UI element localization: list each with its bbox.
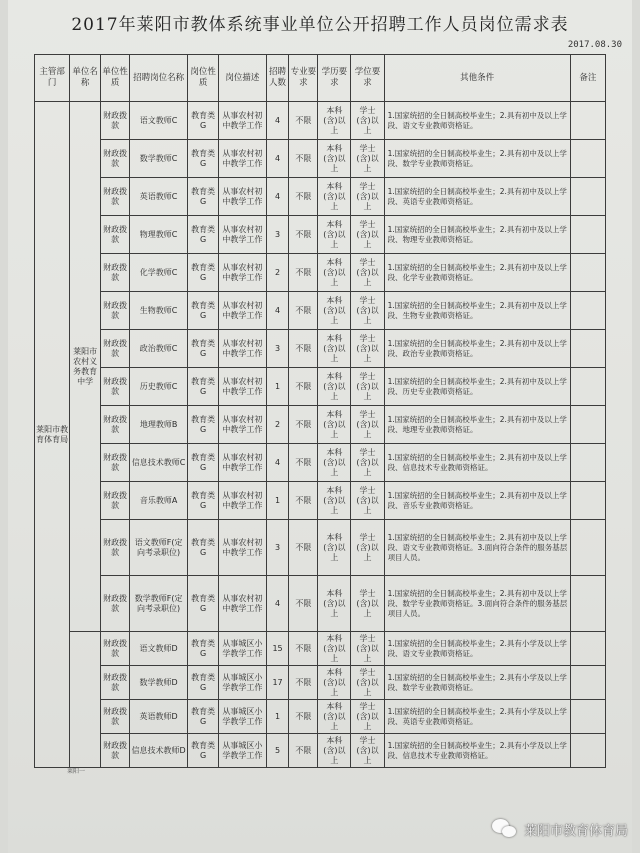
- remark-cell: [570, 666, 605, 700]
- recruit-count-cell: 4: [266, 178, 289, 216]
- major-req-cell: 不限: [289, 140, 318, 178]
- degree-req-cell: 学士(含)以上: [351, 632, 384, 666]
- post-desc-cell: 从事城区小学教学工作: [219, 666, 267, 700]
- post-type-cell: 教育类G: [188, 576, 219, 632]
- degree-req-cell: 学士(含)以上: [351, 520, 384, 576]
- post-type-cell: 教育类G: [188, 140, 219, 178]
- post-name-cell: 信息技术教师C: [130, 444, 188, 482]
- post-desc-cell: 从事农村初中教学工作: [219, 520, 267, 576]
- major-req-cell: 不限: [289, 700, 318, 734]
- other-conditions-cell: 1.国家统招的全日制高校毕业生；2.具有小学及以上学段、信息技术专业教师资格证。: [384, 734, 570, 768]
- post-desc-cell: 从事农村初中教学工作: [219, 102, 267, 140]
- edu-req-cell: 本科(含)以上: [318, 102, 351, 140]
- post-type-cell: 教育类G: [188, 292, 219, 330]
- post-type-cell: 教育类G: [188, 520, 219, 576]
- unit-nature-cell: 财政拨款: [101, 482, 130, 520]
- major-req-cell: 不限: [289, 368, 318, 406]
- table-row: [35, 666, 606, 700]
- major-req-cell: 不限: [289, 444, 318, 482]
- unit-nature-cell: 财政拨款: [101, 666, 130, 700]
- post-desc-cell: 从事农村初中教学工作: [219, 444, 267, 482]
- header-num: 招聘人数: [266, 55, 289, 102]
- table-row: [35, 368, 606, 406]
- post-desc-cell: 从事农村初中教学工作: [219, 292, 267, 330]
- edu-req-cell: 本科(含)以上: [318, 368, 351, 406]
- unit-nature-cell: 财政拨款: [101, 406, 130, 444]
- post-desc-cell: 从事农村初中教学工作: [219, 482, 267, 520]
- table-row: [35, 444, 606, 482]
- degree-req-cell: 学士(含)以上: [351, 178, 384, 216]
- post-name-cell: 音乐教师A: [130, 482, 188, 520]
- header-dept: 主管部门: [35, 55, 70, 102]
- header-major: 专业要求: [289, 55, 318, 102]
- header-post: 招聘岗位名称: [130, 55, 188, 102]
- degree-req-cell: 学士(含)以上: [351, 700, 384, 734]
- degree-req-cell: 学士(含)以上: [351, 576, 384, 632]
- post-name-cell: 物理教师C: [130, 216, 188, 254]
- other-conditions-cell: 1.国家统招的全日制高校毕业生；2.具有小学及以上学段、数学专业教师资格证。: [384, 666, 570, 700]
- other-conditions-cell: 1.国家统招的全日制高校毕业生；2.具有初中及以上学段、信息技术专业教师资格证。: [384, 444, 570, 482]
- table-row: [35, 700, 606, 734]
- post-name-cell: 英语教师D: [130, 700, 188, 734]
- post-type-cell: 教育类G: [188, 482, 219, 520]
- remark-cell: [570, 330, 605, 368]
- table-row: [35, 178, 606, 216]
- edu-req-cell: 本科(含)以上: [318, 292, 351, 330]
- post-name-cell: 语文教师F(定向考录职位): [130, 520, 188, 576]
- unit-nature-cell: 财政拨款: [101, 700, 130, 734]
- major-req-cell: 不限: [289, 666, 318, 700]
- major-req-cell: 不限: [289, 330, 318, 368]
- degree-req-cell: 学士(含)以上: [351, 482, 384, 520]
- degree-req-cell: 学士(含)以上: [351, 140, 384, 178]
- remark-cell: [570, 368, 605, 406]
- major-req-cell: 不限: [289, 576, 318, 632]
- unit-nature-cell: 财政拨款: [101, 444, 130, 482]
- post-desc-cell: 从事农村初中教学工作: [219, 254, 267, 292]
- unit-nature-cell: 财政拨款: [101, 254, 130, 292]
- table-row: [35, 520, 606, 576]
- other-conditions-cell: 1.国家统招的全日制高校毕业生；2.具有初中及以上学段、数学专业教师资格证。3.面向符合条件的服务基层项目人员。: [384, 576, 570, 632]
- recruit-count-cell: 17: [266, 666, 289, 700]
- edu-req-cell: 本科(含)以上: [318, 216, 351, 254]
- post-type-cell: 教育类G: [188, 102, 219, 140]
- post-desc-cell: 从事城区小学教学工作: [219, 700, 267, 734]
- header-edu: 学历要求: [318, 55, 351, 102]
- watermark-text: 莱阳市教育体育局: [523, 823, 628, 839]
- post-type-cell: 教育类G: [188, 700, 219, 734]
- post-name-cell: 语文教师C: [130, 102, 188, 140]
- post-desc-cell: 从事农村初中教学工作: [219, 576, 267, 632]
- recruit-count-cell: 3: [266, 216, 289, 254]
- recruit-count-cell: 2: [266, 254, 289, 292]
- other-conditions-cell: 1.国家统招的全日制高校毕业生；2.具有初中及以上学段、语文专业教师资格证。3.面向符合条件的服务基层项目人员。: [384, 520, 570, 576]
- document-title: 2017年莱阳市教体系统事业单位公开招聘工作人员岗位需求表: [71, 15, 569, 35]
- post-name-cell: 历史教师C: [130, 368, 188, 406]
- header-cond: 其他条件: [384, 55, 570, 102]
- recruit-count-cell: 4: [266, 102, 289, 140]
- other-conditions-cell: 1.国家统招的全日制高校毕业生；2.具有初中及以上学段、物理专业教师资格证。: [384, 216, 570, 254]
- post-name-cell: 政治教师C: [130, 330, 188, 368]
- header-desc: 岗位描述: [219, 55, 267, 102]
- remark-cell: [570, 734, 605, 768]
- recruit-count-cell: 2: [266, 406, 289, 444]
- recruit-count-cell: 1: [266, 368, 289, 406]
- post-type-cell: 教育类G: [188, 330, 219, 368]
- remark-cell: [570, 576, 605, 632]
- table-row: [35, 482, 606, 520]
- major-req-cell: 不限: [289, 520, 318, 576]
- remark-cell: [570, 482, 605, 520]
- post-desc-cell: 从事城区小学教学工作: [219, 632, 267, 666]
- post-name-cell: 地理教师B: [130, 406, 188, 444]
- post-name-cell: 数学教师F(定向考录职位): [130, 576, 188, 632]
- table-row: [35, 632, 606, 666]
- unit-nature-cell: 财政拨款: [101, 632, 130, 666]
- recruit-count-cell: 1: [266, 482, 289, 520]
- degree-req-cell: 学士(含)以上: [351, 216, 384, 254]
- other-conditions-cell: 1.国家统招的全日制高校毕业生；2.具有初中及以上学段、音乐专业教师资格证。: [384, 482, 570, 520]
- post-type-cell: 教育类G: [188, 368, 219, 406]
- table-row: [35, 102, 606, 140]
- post-name-cell: 数学教师C: [130, 140, 188, 178]
- post-type-cell: 教育类G: [188, 254, 219, 292]
- recruit-count-cell: 5: [266, 734, 289, 768]
- unit-nature-cell: 财政拨款: [101, 734, 130, 768]
- edu-req-cell: 本科(含)以上: [318, 406, 351, 444]
- watermark: [492, 819, 628, 839]
- edu-req-cell: 本科(含)以上: [318, 330, 351, 368]
- edu-req-cell: 本科(含)以上: [318, 482, 351, 520]
- major-req-cell: 不限: [289, 734, 318, 768]
- major-req-cell: 不限: [289, 482, 318, 520]
- major-req-cell: 不限: [289, 178, 318, 216]
- table-row: [35, 330, 606, 368]
- wechat-icon: [492, 819, 518, 839]
- recruit-count-cell: 4: [266, 576, 289, 632]
- table-row: [35, 140, 606, 178]
- header-row: [35, 55, 606, 102]
- post-type-cell: 教育类G: [188, 216, 219, 254]
- page-mark: 莱阳一: [67, 768, 86, 775]
- header-type: 岗位性质: [188, 55, 219, 102]
- edu-req-cell: 本科(含)以上: [318, 254, 351, 292]
- other-conditions-cell: 1.国家统招的全日制高校毕业生；2.具有初中及以上学段、生物专业教师资格证。: [384, 292, 570, 330]
- remark-cell: [570, 292, 605, 330]
- table-row: [35, 216, 606, 254]
- post-name-cell: 语文教师D: [130, 632, 188, 666]
- edu-req-cell: 本科(含)以上: [318, 520, 351, 576]
- header-unit: 单位名称: [70, 55, 101, 102]
- post-type-cell: 教育类G: [188, 734, 219, 768]
- post-type-cell: 教育类G: [188, 406, 219, 444]
- post-type-cell: 教育类G: [188, 444, 219, 482]
- degree-req-cell: 学士(含)以上: [351, 666, 384, 700]
- unit-nature-cell: 财政拨款: [101, 330, 130, 368]
- recruit-count-cell: 3: [266, 330, 289, 368]
- recruit-count-cell: 1: [266, 700, 289, 734]
- edu-req-cell: 本科(含)以上: [318, 576, 351, 632]
- edu-req-cell: 本科(含)以上: [318, 444, 351, 482]
- major-req-cell: 不限: [289, 292, 318, 330]
- remark-cell: [570, 216, 605, 254]
- degree-req-cell: 学士(含)以上: [351, 444, 384, 482]
- other-conditions-cell: 1.国家统招的全日制高校毕业生；2.具有小学及以上学段、语文专业教师资格证。: [384, 632, 570, 666]
- edu-req-cell: 本科(含)以上: [318, 178, 351, 216]
- other-conditions-cell: 1.国家统招的全日制高校毕业生；2.具有初中及以上学段、化学专业教师资格证。: [384, 254, 570, 292]
- major-req-cell: 不限: [289, 216, 318, 254]
- post-type-cell: 教育类G: [188, 666, 219, 700]
- degree-req-cell: 学士(含)以上: [351, 292, 384, 330]
- degree-req-cell: 学士(含)以上: [351, 368, 384, 406]
- unit-cell: 莱阳市农村义务教育中学: [70, 102, 101, 632]
- post-desc-cell: 从事农村初中教学工作: [219, 178, 267, 216]
- header-remark: 备注: [570, 55, 605, 102]
- remark-cell: [570, 406, 605, 444]
- unit-nature-cell: 财政拨款: [101, 216, 130, 254]
- post-name-cell: 信息技术教师D: [130, 734, 188, 768]
- post-desc-cell: 从事城区小学教学工作: [219, 734, 267, 768]
- edu-req-cell: 本科(含)以上: [318, 632, 351, 666]
- degree-req-cell: 学士(含)以上: [351, 102, 384, 140]
- header-nature: 单位性质: [101, 55, 130, 102]
- major-req-cell: 不限: [289, 406, 318, 444]
- document-date: 2017.08.30: [567, 40, 622, 50]
- post-desc-cell: 从事农村初中教学工作: [219, 406, 267, 444]
- other-conditions-cell: 1.国家统招的全日制高校毕业生；2.具有小学及以上学段、英语专业教师资格证。: [384, 700, 570, 734]
- other-conditions-cell: 1.国家统招的全日制高校毕业生；2.具有初中及以上学段、地理专业教师资格证。: [384, 406, 570, 444]
- unit-cell-blank: [70, 632, 101, 768]
- recruitment-table: [34, 54, 606, 768]
- major-req-cell: 不限: [289, 102, 318, 140]
- major-req-cell: 不限: [289, 632, 318, 666]
- remark-cell: [570, 102, 605, 140]
- unit-nature-cell: 财政拨款: [101, 368, 130, 406]
- unit-nature-cell: 财政拨款: [101, 520, 130, 576]
- table-row: [35, 254, 606, 292]
- recruit-count-cell: 4: [266, 444, 289, 482]
- edu-req-cell: 本科(含)以上: [318, 140, 351, 178]
- remark-cell: [570, 140, 605, 178]
- recruit-count-cell: 15: [266, 632, 289, 666]
- degree-req-cell: 学士(含)以上: [351, 406, 384, 444]
- remark-cell: [570, 178, 605, 216]
- header-degree: 学位要求: [351, 55, 384, 102]
- degree-req-cell: 学士(含)以上: [351, 254, 384, 292]
- unit-nature-cell: 财政拨款: [101, 178, 130, 216]
- post-name-cell: 生物教师C: [130, 292, 188, 330]
- other-conditions-cell: 1.国家统招的全日制高校毕业生；2.具有初中及以上学段、政治专业教师资格证。: [384, 330, 570, 368]
- recruit-count-cell: 4: [266, 292, 289, 330]
- unit-nature-cell: 财政拨款: [101, 292, 130, 330]
- unit-nature-cell: 财政拨款: [101, 102, 130, 140]
- unit-nature-cell: 财政拨款: [101, 140, 130, 178]
- unit-nature-cell: 财政拨款: [101, 576, 130, 632]
- remark-cell: [570, 632, 605, 666]
- degree-req-cell: 学士(含)以上: [351, 734, 384, 768]
- post-name-cell: 数学教师D: [130, 666, 188, 700]
- major-req-cell: 不限: [289, 254, 318, 292]
- remark-cell: [570, 444, 605, 482]
- edu-req-cell: 本科(含)以上: [318, 666, 351, 700]
- table-row: [35, 576, 606, 632]
- remark-cell: [570, 254, 605, 292]
- post-desc-cell: 从事农村初中教学工作: [219, 140, 267, 178]
- degree-req-cell: 学士(含)以上: [351, 330, 384, 368]
- other-conditions-cell: 1.国家统招的全日制高校毕业生；2.具有初中及以上学段、历史专业教师资格证。: [384, 368, 570, 406]
- recruit-count-cell: 4: [266, 140, 289, 178]
- post-type-cell: 教育类G: [188, 178, 219, 216]
- remark-cell: [570, 520, 605, 576]
- edu-req-cell: 本科(含)以上: [318, 700, 351, 734]
- other-conditions-cell: 1.国家统招的全日制高校毕业生；2.具有初中及以上学段、语文专业教师资格证。: [384, 102, 570, 140]
- post-desc-cell: 从事农村初中教学工作: [219, 330, 267, 368]
- dept-cell: 莱阳市教育体育局: [35, 102, 70, 768]
- post-name-cell: 化学教师C: [130, 254, 188, 292]
- remark-cell: [570, 700, 605, 734]
- post-type-cell: 教育类G: [188, 632, 219, 666]
- post-desc-cell: 从事农村初中教学工作: [219, 216, 267, 254]
- table-row: [35, 292, 606, 330]
- table-row: [35, 734, 606, 768]
- other-conditions-cell: 1.国家统招的全日制高校毕业生；2.具有初中及以上学段、英语专业教师资格证。: [384, 178, 570, 216]
- post-name-cell: 英语教师C: [130, 178, 188, 216]
- recruit-count-cell: 3: [266, 520, 289, 576]
- other-conditions-cell: 1.国家统招的全日制高校毕业生；2.具有初中及以上学段、数学专业教师资格证。: [384, 140, 570, 178]
- table-row: [35, 406, 606, 444]
- edu-req-cell: 本科(含)以上: [318, 734, 351, 768]
- post-desc-cell: 从事农村初中教学工作: [219, 368, 267, 406]
